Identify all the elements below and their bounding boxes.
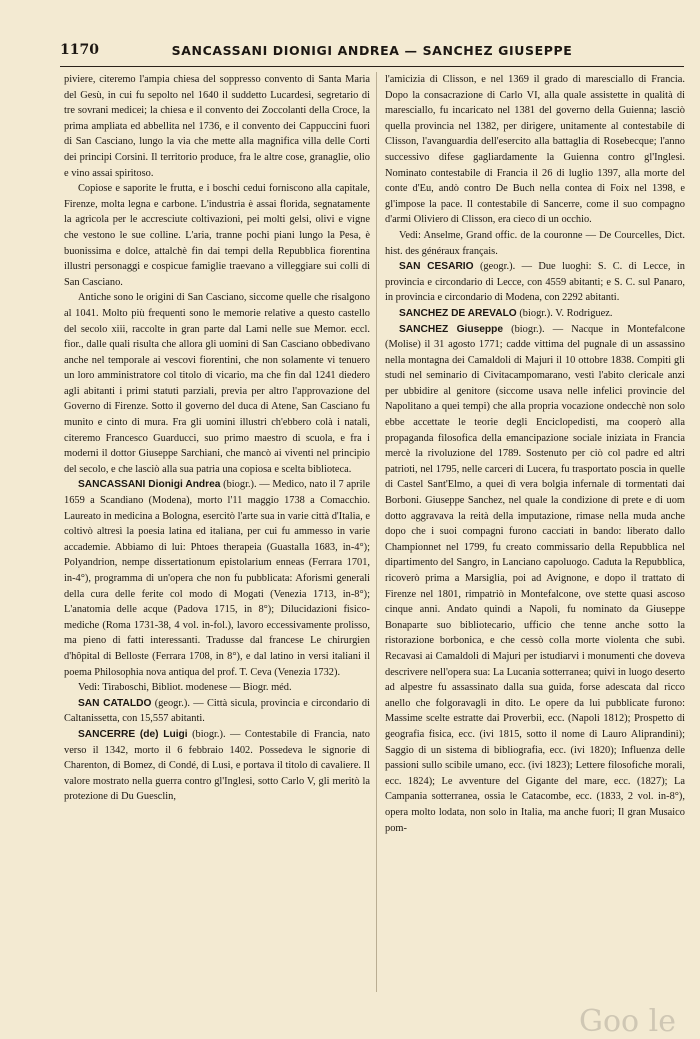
entry-san-cataldo bbox=[64, 696, 370, 727]
page-number: 1170 bbox=[60, 42, 99, 58]
header-rule bbox=[60, 66, 684, 67]
page-header bbox=[60, 42, 684, 62]
column-divider bbox=[376, 72, 377, 992]
right-column bbox=[385, 72, 685, 1002]
entry-headword: SANCERRE (de) Luigi bbox=[78, 728, 188, 740]
entry-headword: SANCHEZ Giuseppe bbox=[399, 323, 504, 335]
paragraph: Copiose e saporite le frutta, e i boschi cedui forniscono alla capitale, Firenze, molta legna e carbone. L'industria è assai florida, segnatamente la agricola per le accresciute coltivazioni, pei molti gelsi, olivi e vigne che vestono le sue colline. L'aria, tranne pochi piani lungo la Pesa, è buonissima e dolce, attalchè fin dai tempi della Repubblica fiorentina illustri personaggi e cospicue famiglie traevano a villeggiare sui colli di San Casciano. bbox=[64, 183, 370, 288]
running-head: SANCASSANI DIONIGI ANDREA — SANCHEZ GIUSEPPE bbox=[171, 43, 573, 58]
entry-sancassani bbox=[64, 477, 370, 680]
entry-body: (geogr.). — Città sicula, provincia e circondario di Caltanissetta, con 15,557 abitanti. bbox=[64, 697, 370, 725]
entry-references: Vedi: Anselme, Grand offic. de la couronne — De Courcelles, Dict. hist. des généraux français. bbox=[385, 229, 685, 257]
entry-sanchez-de-arevalo bbox=[385, 306, 685, 322]
entry-body: (biogr.). — Nacque in Montefalcone (Molise) il 31 agosto 1771; cadde vittima del pugnale di un assassino nella montagna dei Camaldoli di Majuri il 10 ottobre 1838. Compiti gli studi nel seminario di Civitacampomarano, vestì l'abito clericale anzi per ubbidire al genitore (siccome usava nelle infelici provincie del Napolitano a quei tempi) che alla propria vocazione ondecchè non solo ebbe accettate le teorie degli Enciclopedisti, ma cooperò alla propaganda filosofica della emancipazione sociale iniziata in Francia mercè la rivoluzione del 1789. Sostenuto per ciò col padre ed altri patrioti, nel 1795, nelle carceri di Lucera, fu trasportato poscia in quelle di Castel Sant'Elmo, a quei dì vera bolgia infernale di tormentati dai Borboni. Giuseppe Sanchez, nel quale la condizione di prete e di uom dotto aggravava la reità della imputazione, rimase nella muda anche dopo che i suoi compagni furono cacciati in bando: liberato dallo Championnet nel 1799, fu creato commissario della Repubblica nel dipartimento del Sangro, in Lanciano capoluogo. Caduta la Repubblica, ricoverò prima a Marsiglia, poi ad Avignone, e dopo il trattato di Firenze nel 1801, rimpatriò in Montefalcone, ove stette quasi ascoso cinque anni. Andato quindi a Napoli, fu nominato da Giuseppe Bonaparte suo bibliotecario, ufficio che tenne anche sotto la ristorazione borbonica, e che cessò colla morte violenta che subì. Recavasi ai Camaldoli di Majuri per istudiarvi i monumenti che doveva descrivere nell'opera sua: La Lucania sotterranea; quivi in luogo deserto ad alpestre fu assassinato dalla sua guida, forse adescata dal ricco anello che folgoravagli in dito. Le opere da lui pubblicate furono: Massime scelte estratte dai Proverbii, ecc. (Napoli 1812); Prospetto di geografia fisica, ecc. (ivi 1815, sotto il nome di Lauro Aliprandini); Saggio di un sistema di bibliografia, ecc. (ivi 1820); Influenza delle passioni sullo scibile umano, ecc. (ivi 1823); Lettere filosofiche morali, ecc. 1824); Le avventure del Gigante del mare, ecc. (1827); La Campania sotterranea, ossia le Catacombe, ecc. (1833, 2 vol. in-8°), opera molto lodata, non solo in Italia, ma anche fuori; Il gran Musaico pom- bbox=[385, 323, 685, 834]
entry-body: (biogr.). — Contestabile di Francia, nato verso il 1342, morto il 6 febbraio 1402. Possedeva le signorie di Charenton, di Bomez, di Condé, di Lusi, e portava il titolo di cavaliere. Il valore mostrato nella guerra contro gl'Inglesi, sotto Carlo V, gli meritò la protezione di Du Guesclin, bbox=[64, 728, 370, 803]
entry-san-cesario bbox=[385, 259, 685, 306]
entry-headword: SAN CESARIO bbox=[399, 261, 474, 273]
entry-headword: SAN CATALDO bbox=[78, 697, 152, 709]
paragraph: Antiche sono le origini di San Casciano, siccome quelle che risalgono al 1041. Molto più frequenti sono le memorie relative a questo castello del secolo xiii, raccolte in gran parte dal Lami nelle sue Memor. eccl. fior., dalle quali risulta che allora gli uomini di San Casciano obbedivano anche nel temporale ai vescovi fiorentini, che non solamente vi tenuero un loro amministratore col titolo di vicario, ma che fin dal 1241 diedero agli abitanti i primi statuti parziali, previa per altro l'approvazione del Governo di Firenze. Sotto il governo del duca di Atene, San Casciano fu munito e cinto di mura. Fra gli uomini illustri ch'ebbero colà i natali, citeremo Francesco Guarducci, suo primo maestro di scuola, e fra i moderni il dottor Giuseppe Sarchiani, che mancò ai viventi nel principio del secolo, e che lasciò alla sua patria una copiosa e scelta biblioteca. bbox=[64, 292, 370, 475]
entry-headword: SANCHEZ DE AREVALO bbox=[399, 307, 517, 319]
entry-sancerre bbox=[64, 727, 370, 805]
left-column bbox=[64, 72, 370, 1002]
entry-headword: SANCASSANI Dionigi Andrea bbox=[78, 479, 221, 491]
entry-sanchez-giuseppe bbox=[385, 322, 685, 837]
entry-body: (geogr.). — Due luoghi: S. C. di Lecce, in provincia e circondario di Lecce, con 4559 abitanti; e S. C. sul Panaro, in provincia e circondario di Modena, con 2292 abitanti. bbox=[385, 261, 685, 304]
entry-body: (biogr.). V. Rodriguez. bbox=[519, 307, 613, 319]
watermark: Goo le bbox=[579, 1004, 676, 1039]
paragraph: piviere, citeremo l'ampia chiesa del soppresso convento di Santa Maria del Gesù, in cui fu sepolto nel 1640 il suddetto Lucardesi, segretario di tre sovrani medicei; la chiesa e il convento dei Zoccolanti della Croce, la prima ampliata ed abbellita nel 1736, e il convento dei Cappuccini fuori di San Casciano, lungo la via che mette alla magnifica villa delle Corti dei principi Corsini. Il territorio produce, fra le altre cose, granaglie, olio e vino assai spiritoso. bbox=[64, 74, 370, 179]
paragraph: l'amicizia di Clisson, e nel 1369 il grado di maresciallo di Francia. Dopo la consacrazione di Carlo VI, alla quale assistette in qualità di maresciallo, fu incaricato nel 1381 del governo della Guienna; lasciò quella provincia nel 1382, per dirigere, unitamente al contestabile di Clisson, l'avanguardia dell'esercito alla battaglia di Rosebecque; l'anno successivo difese gagliardamente la Guienna contro gl'Inglesi. Nominato contestabile di Francia il 26 di luglio 1397, alla morte del conte d'Eu, andò contro De Buch nella contea di Foix nel 1398, e gl'impose la pace. Il contestabile di Sancerre, come il suo compagno d'armi Oliviero di Clisson, era cieco di un occhio. bbox=[385, 74, 685, 226]
entry-references: Vedi: Tiraboschi, Bibliot. modenese — Biogr. méd. bbox=[78, 682, 292, 694]
entry-body: (biogr.). — Medico, nato il 7 aprile 1659 a Scandiano (Modena), morto l'11 maggio 1738 a Comacchio. Laureato in medicina a Bologna, esercitò l'arte sua in varie città d'Italia, e coltivò altresì la poesia latina ed italiana, per cui fu ammesso in varie accademie. Abbiamo di lui: Phtoes therapeia (Guastalla 1683, in-4°); Polyandrion, nempe dissertationum epistolarium enneas (Ferrara 1701, in-4°), programma di un'opera che non fu pubblicata: Aforismi generali della cura delle ferite col modo di Mogati (Venezia 1713, in-8°); L'anatomia delle acque (Padova 1715, in 8°); Dilucidazioni fisico-mediche (Roma 1731-38, 4 vol. in-fol.), lavoro eccessivamente prolisso, ma pieno di fatti interessanti. Tradusse dal francese Le chirurgien d'hôpital di Belloste (Ferrara 1708, in 8°), e dal latino in versi italiani il poema Philosophia nova antiqua del prof. T. Ceva (Venezia 1732). bbox=[64, 479, 370, 678]
